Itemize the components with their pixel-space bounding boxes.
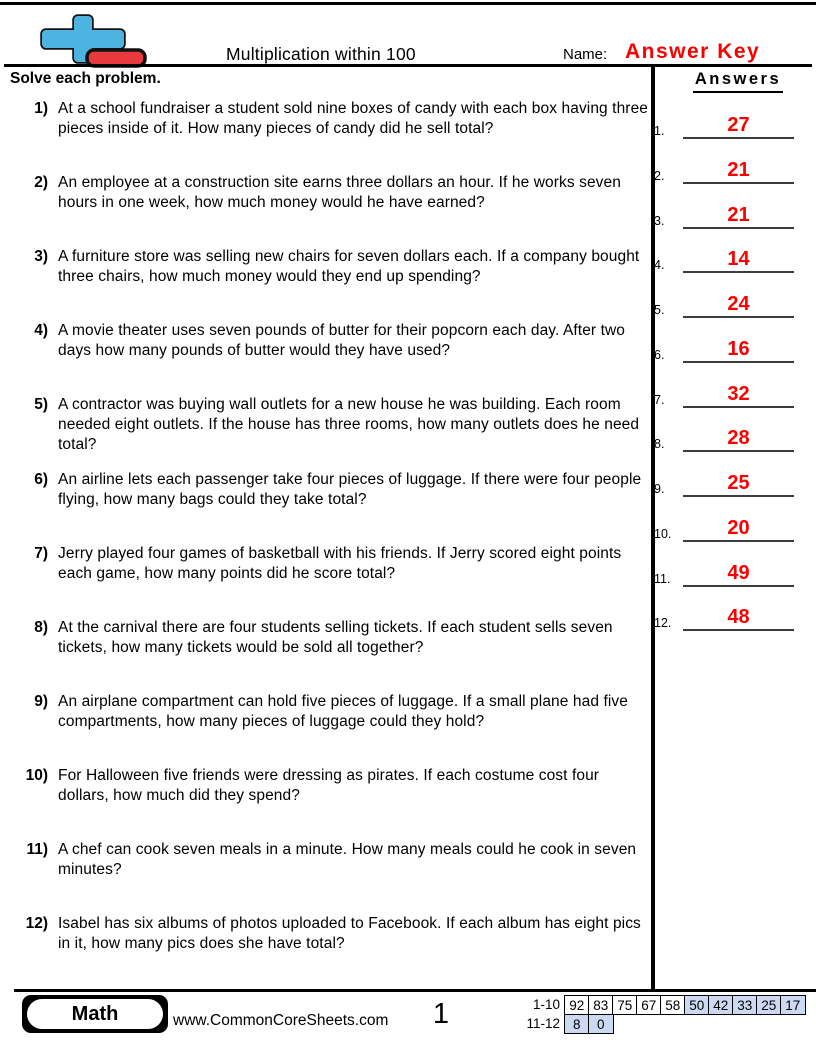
grading-row-label: 11-12 — [526, 1016, 560, 1031]
problem-11 — [20, 840, 648, 880]
grading-cell: 17 — [780, 995, 806, 1015]
grading-cell: 92 — [564, 995, 590, 1015]
answer-slot-11 — [654, 557, 794, 587]
subject-badge-label: Math — [27, 999, 163, 1029]
answer-line — [683, 160, 794, 184]
problem-number: 9) — [34, 692, 48, 710]
grading-cell: 33 — [732, 995, 758, 1015]
problem-text: A contractor was buying wall outlets for a new house he was building. Each room needed eight outlets. If the house has three rooms, how many outlets does he need total? — [58, 396, 640, 454]
header-rule — [4, 64, 812, 67]
answer-value: 49 — [727, 561, 750, 584]
answer-number: 2. — [654, 168, 665, 183]
answer-slot-6 — [654, 333, 794, 363]
problem-number: 3) — [34, 248, 48, 266]
name-label: Name: — [563, 46, 608, 63]
problem-9 — [20, 692, 648, 732]
grading-row-11-12 — [524, 1014, 614, 1034]
answer-line — [683, 563, 794, 587]
grading-cell: 8 — [564, 1014, 590, 1034]
answer-number: 10. — [654, 526, 672, 541]
grading-cell: 0 — [588, 1014, 614, 1034]
answer-slot-4 — [654, 243, 794, 273]
problem-text: An employee at a construction site earns three dollars an hour. If he works seven hours in one week, how much money would he have earned? — [58, 174, 621, 212]
problem-number: 12) — [25, 915, 48, 933]
answer-key-label: Answer Key — [625, 40, 761, 63]
answer-slot-3 — [654, 199, 794, 229]
answer-number: 1. — [654, 124, 665, 138]
worksheet-title: Multiplication within 100 — [226, 44, 416, 64]
problem-2 — [20, 173, 648, 213]
answer-number: 12. — [654, 616, 672, 631]
answer-value: 16 — [727, 337, 750, 360]
grading-cell: 50 — [684, 995, 710, 1015]
problem-text: An airline lets each passenger take four pieces of luggage. If there were four people flying, how many bags could they take total? — [58, 470, 642, 508]
problem-number: 1) — [34, 100, 48, 117]
problem-1 — [20, 99, 648, 139]
problem-text: A chef can cook seven meals in a minute. How many meals could he cook in seven minutes? — [58, 841, 637, 878]
answer-slot-5 — [654, 288, 794, 318]
answer-value: 21 — [727, 158, 750, 181]
answer-line — [683, 428, 794, 452]
grading-cell: 75 — [612, 995, 638, 1015]
answers-heading — [660, 70, 816, 93]
answer-line — [683, 607, 794, 631]
answer-value: 48 — [727, 606, 750, 629]
answer-number: 9. — [654, 482, 665, 496]
answer-slot-7 — [654, 378, 794, 408]
problem-text: At the carnival there are four students selling tickets. If each student sells seven tickets, how many tickets would be sold all together? — [58, 618, 613, 656]
problem-number: 8) — [34, 618, 48, 636]
problem-number: 5) — [34, 396, 48, 414]
answer-value: 14 — [727, 248, 750, 271]
answers-heading-text: Answers — [693, 70, 783, 93]
answer-number: 7. — [654, 392, 665, 407]
answer-slot-12 — [654, 601, 794, 631]
grading-row-1-10 — [524, 995, 806, 1015]
problem-8 — [20, 618, 648, 658]
answer-number: 6. — [654, 347, 665, 362]
grading-row-label: 1-10 — [532, 997, 560, 1012]
answer-slot-1 — [654, 109, 794, 139]
grading-cell: 42 — [708, 995, 734, 1015]
problem-number: 4) — [34, 322, 48, 340]
problem-text: A furniture store was selling new chairs for seven dollars each. If a company bought three chairs, how much money would they end up spending? — [58, 248, 640, 286]
answer-value: 25 — [727, 472, 750, 494]
plus-minus-logo-icon — [30, 13, 152, 69]
answer-slot-2 — [654, 154, 794, 184]
grading-cell: 58 — [660, 995, 686, 1015]
answer-number: 4. — [654, 258, 665, 273]
instructions: Solve each problem. — [10, 70, 161, 87]
problem-text: Jerry played four games of basketball with his friends. If Jerry scored eight points each game, how many points did he score total? — [58, 544, 622, 582]
problem-12 — [20, 914, 648, 954]
answer-value: 21 — [727, 203, 750, 226]
problem-3 — [20, 247, 648, 287]
answer-line — [683, 518, 794, 542]
problem-7 — [20, 544, 648, 584]
problem-4 — [20, 321, 648, 361]
answer-number: 11. — [654, 571, 671, 586]
answer-line — [683, 384, 794, 408]
answer-number: 5. — [654, 303, 665, 317]
page-top-border — [0, 2, 816, 5]
website-url: www.CommonCoreSheets.com — [173, 1012, 389, 1029]
subject-badge — [22, 995, 168, 1033]
answer-value: 20 — [727, 516, 750, 539]
problem-10 — [20, 766, 648, 806]
answer-value: 28 — [727, 427, 750, 450]
problem-6 — [20, 470, 648, 510]
problem-text: For Halloween five friends were dressing as pirates. If each costume cost four dollars, how much did they spend? — [58, 766, 600, 804]
answer-number: 3. — [654, 213, 665, 228]
answer-number: 8. — [654, 437, 665, 452]
answer-value: 32 — [727, 382, 750, 405]
problem-text: At a school fundraiser a student sold nine boxes of candy with each box having three pieces inside of it. How many pieces of candy did he sell total? — [58, 100, 649, 137]
problem-number: 11) — [26, 841, 48, 858]
grading-cell: 83 — [588, 995, 614, 1015]
problem-number: 10) — [25, 766, 48, 784]
answer-line — [683, 473, 794, 497]
answer-value: 27 — [727, 114, 750, 136]
answer-line — [683, 205, 794, 229]
page-number: 1 — [432, 998, 450, 1030]
grading-cell: 67 — [636, 995, 662, 1015]
problem-text: An airplane compartment can hold five pieces of luggage. If a small plane had five compartments, how many pieces of luggage could they hold? — [58, 692, 628, 730]
answer-line — [683, 115, 794, 139]
answer-slot-8 — [654, 422, 794, 452]
problem-number: 6) — [34, 470, 48, 488]
answer-slot-9 — [654, 467, 794, 497]
grading-cell: 25 — [756, 995, 782, 1015]
answer-slot-10 — [654, 512, 794, 542]
problem-number: 2) — [34, 174, 48, 192]
answer-value: 24 — [727, 293, 750, 315]
answer-line — [683, 294, 794, 318]
problem-number: 7) — [34, 544, 48, 562]
answer-line — [683, 249, 794, 273]
footer-rule — [14, 989, 816, 992]
problem-text: Isabel has six albums of photos uploaded to Facebook. If each album has eight pics in it, how many pics does she have total? — [58, 915, 641, 953]
problem-5 — [20, 395, 648, 455]
problem-text: A movie theater uses seven pounds of butter for their popcorn each day. After two days how many pounds of butter would they have used? — [58, 322, 625, 360]
answer-line — [683, 339, 794, 363]
